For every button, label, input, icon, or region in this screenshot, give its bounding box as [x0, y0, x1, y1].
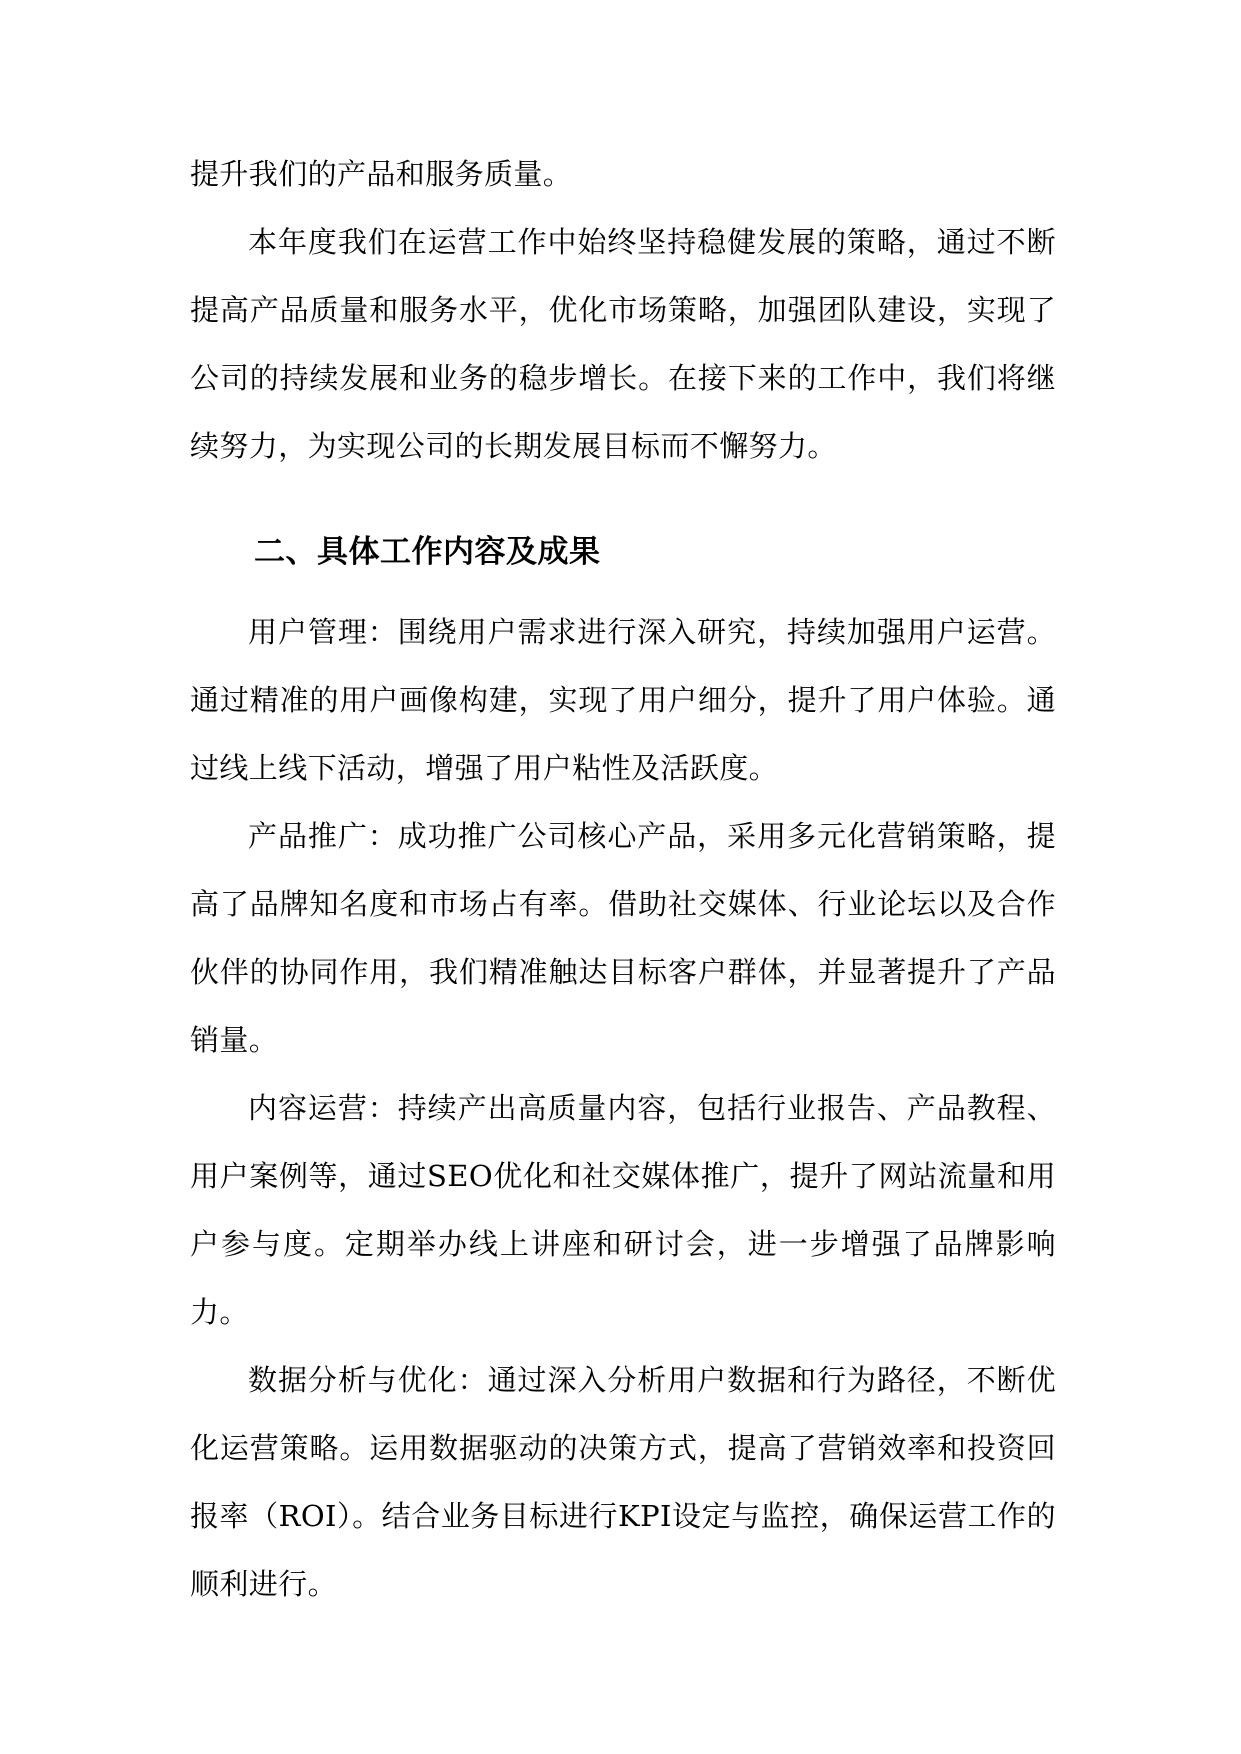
paragraph-data-analysis: 数据分析与优化：通过深入分析用户数据和行为路径，不断优化运营策略。运用数据驱动的决策方式，提高了营销效率和投资回报率（ROI）。结合业务目标进行KPI设定与监控，确保运营工作的顺利进行。 — [190, 1363, 1056, 1601]
intro-continuation: 提升我们的产品和服务质量。 — [190, 157, 573, 191]
paragraph-content-operation: 内容运营：持续产出高质量内容，包括行业报告、产品教程、用户案例等，通过SEO优化和社交媒体推广，提升了网站流量和用户参与度。定期举办线上讲座和研讨会，进一步增强了品牌影响力。 — [190, 1091, 1056, 1329]
paragraph-user-management: 用户管理：围绕用户需求进行深入研究，持续加强用户运营。通过精准的用户画像构建，实现了用户细分，提升了用户体验。通过线上线下活动，增强了用户粘性及活跃度。 — [190, 615, 1056, 785]
intro-paragraph: 本年度我们在运营工作中始终坚持稳健发展的策略，通过不断提高产品质量和服务水平，优化市场策略，加强团队建设，实现了公司的持续发展和业务的稳步增长。在接下来的工作中，我们将继续努力，为实现公司的长期发展目标而不懈努力。 — [190, 225, 1056, 463]
document-body — [190, 140, 1056, 1618]
section-heading: 二、具体工作内容及成果 — [254, 534, 601, 570]
paragraph-product-promotion: 产品推广：成功推广公司核心产品，采用多元化营销策略，提高了品牌知名度和市场占有率。借助社交媒体、行业论坛以及合作伙伴的协同作用，我们精准触达目标客户群体，并显著提升了产品销量。 — [190, 819, 1056, 1057]
section-gap — [190, 480, 1056, 510]
